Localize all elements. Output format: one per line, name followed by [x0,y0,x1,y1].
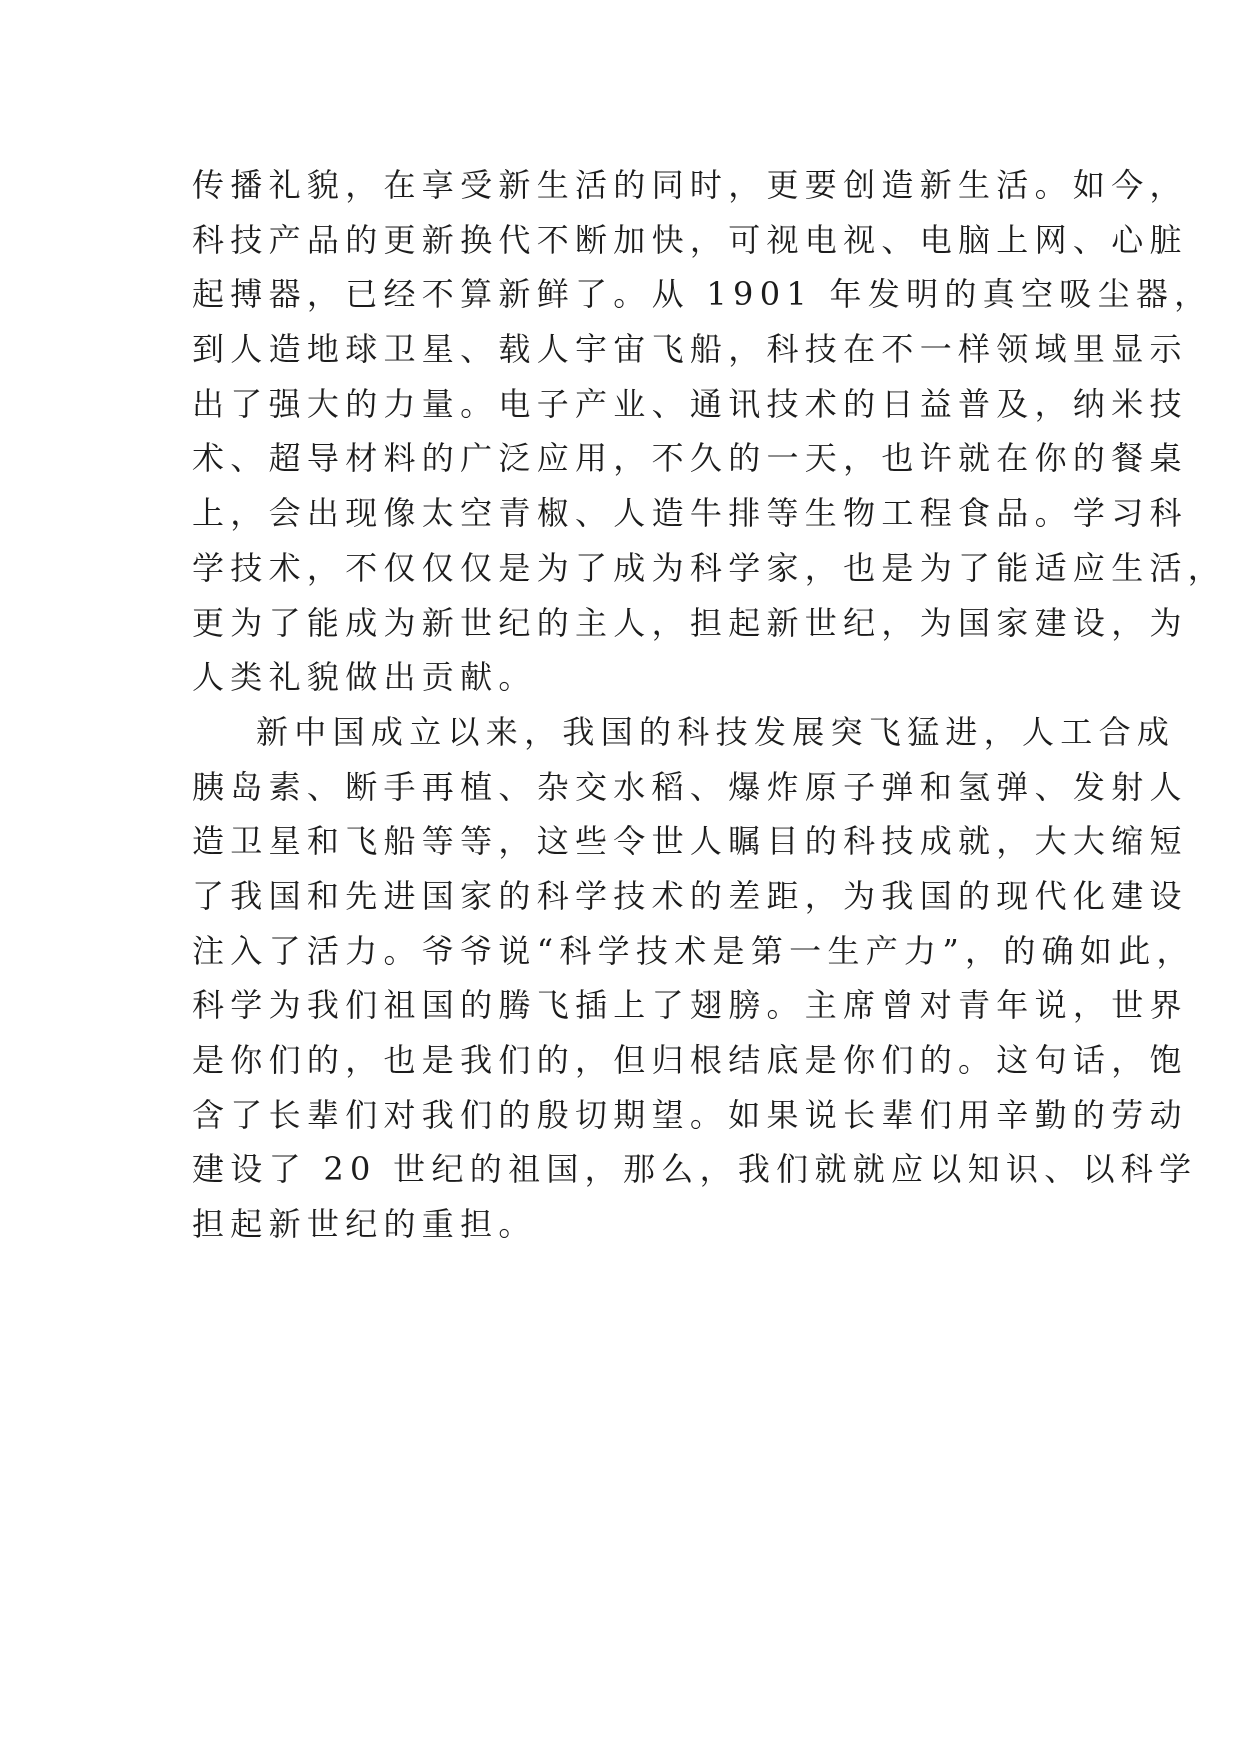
text-line: 上，会出现像太空青椒、人造牛排等生物工程食品。学习科 [192,494,1188,533]
text-line: 科学为我们祖国的腾飞插上了翅膀。主席曾对青年说，世界 [192,986,1188,1025]
text-line: 传播礼貌，在享受新生活的同时，更要创造新生活。如今， [192,166,1188,204]
text-line: 造卫星和飞船等等，这些令世人瞩目的科技成就，大大缩短 [192,822,1188,861]
text-line: 学技术，不仅仅仅是为了成为科学家，也是为了能适应生活， [192,548,1227,587]
body-text [192,158,1227,1252]
text-line: 人类礼貌做出贡献。 [192,658,537,697]
text-line: 建设了 20 世纪的祖国，那么，我们就就应以知识、以科学 [192,1150,1198,1189]
text-line: 到人造地球卫星、载人宇宙飞船，科技在不一样领域里显示 [192,330,1188,369]
text-line: 胰岛素、断手再植、杂交水稻、爆炸原子弹和氢弹、发射人 [192,767,1188,806]
text-line: 科技产品的更新换代不断加快，可视电视、电脑上网、心脏 [192,220,1188,259]
text-line: 注入了活力。爷爷说“科学技术是第一生产力”，的确如此， [192,931,1195,970]
text-line: 术、超导材料的广泛应用，不久的一天，也许就在你的餐桌 [192,439,1188,478]
text-line: 起搏器，已经不算新鲜了。从 1901 年发明的真空吸尘器， [192,275,1213,314]
text-line: 担起新世纪的重担。 [192,1205,537,1244]
text-line: 更为了能成为新世纪的主人，担起新世纪，为国家建设，为 [192,603,1188,642]
text-line: 含了长辈们对我们的殷切期望。如果说长辈们用辛勤的劳动 [192,1095,1188,1134]
text-line: 新中国成立以来，我国的科技发展突飞猛进，人工合成 [256,712,1176,751]
paragraph-2 [192,705,1198,1252]
text-line: 了我国和先进国家的科学技术的差距，为我国的现代化建设 [192,876,1188,915]
text-line: 是你们的，也是我们的，但归根结底是你们的。这句话，饱 [192,1041,1188,1079]
paragraph-1 [192,158,1227,705]
text-line: 出了强大的力量。电子产业、通讯技术的日益普及，纳米技 [192,384,1188,423]
